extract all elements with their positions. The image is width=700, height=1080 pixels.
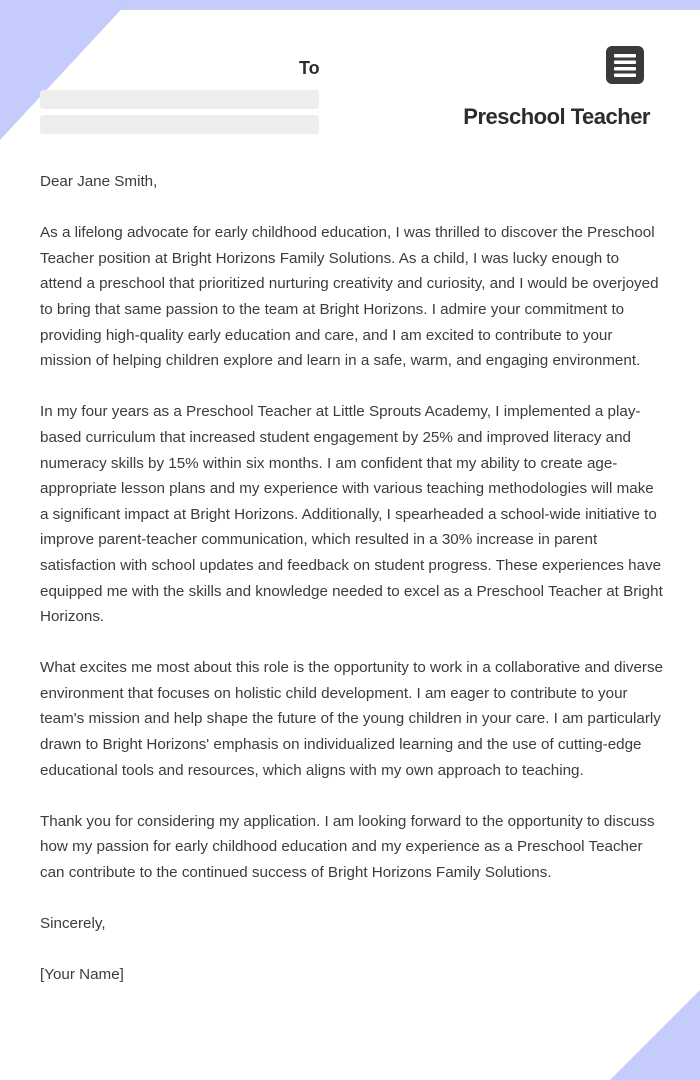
recipient-placeholder-line bbox=[40, 115, 319, 134]
job-title: Preschool Teacher bbox=[463, 104, 650, 129]
closing: Sincerely, bbox=[40, 915, 106, 933]
paragraph: Thank you for considering my application. I am looking forward to the opportunity to discuss how my passion for early childhood education and my experience as a Preschool Teacher can contribute to the continued success of Bright Horizons Family Solutions. bbox=[40, 812, 655, 882]
paragraph: In my four years as a Preschool Teacher at Little Sprouts Academy, I implemented a play-based curriculum that increased student engagement by 25% and improved literacy and numeracy skills by 15% within six months. I am confident that my ability to create age-appropriate lesson plans and my experience with various teaching methodologies will make a significant impact at Bright Horizons. Additionally, I spearheaded a school-wide initiative to improve parent-teacher communication, which resulted in a 30% increase in parent satisfaction with school updates and feedback on student progress. These experiences have equipped me with the skills and knowledge needed to excel as a Preschool Teacher at Bright Horizons. bbox=[40, 403, 663, 626]
paragraph: What excites me most about this role is the opportunity to work in a collaborative and diverse environment that focuses on holistic child development. I am eager to contribute to your team's mission and help shape the future of the young children in your care. I am particularly drawn to Bright Horizons' emphasis on individualized learning and the use of cutting-edge educational tools and resources, which aligns with my own approach to teaching. bbox=[40, 659, 663, 779]
to-label: To bbox=[299, 58, 320, 78]
salutation: Dear Jane Smith, bbox=[40, 173, 158, 190]
paragraph: As a lifelong advocate for early childhood education, I was thrilled to discover the Preschool Teacher position at Bright Horizons Family Solutions. As a child, I was lucky enough to attend a preschool that prioritized nurturing creativity and curiosity, and I would be overjoyed to bring that same passion to the team at Bright Horizons. I admire your commitment to providing high-quality early education and care, and I am excited to contribute to your mission of helping children explore and learn in a safe, warm, and engaging environment. bbox=[40, 224, 659, 370]
document-icon bbox=[606, 46, 644, 84]
signature: [Your Name] bbox=[40, 966, 124, 984]
recipient-placeholder-line bbox=[40, 90, 319, 109]
letter-body bbox=[40, 169, 665, 1014]
